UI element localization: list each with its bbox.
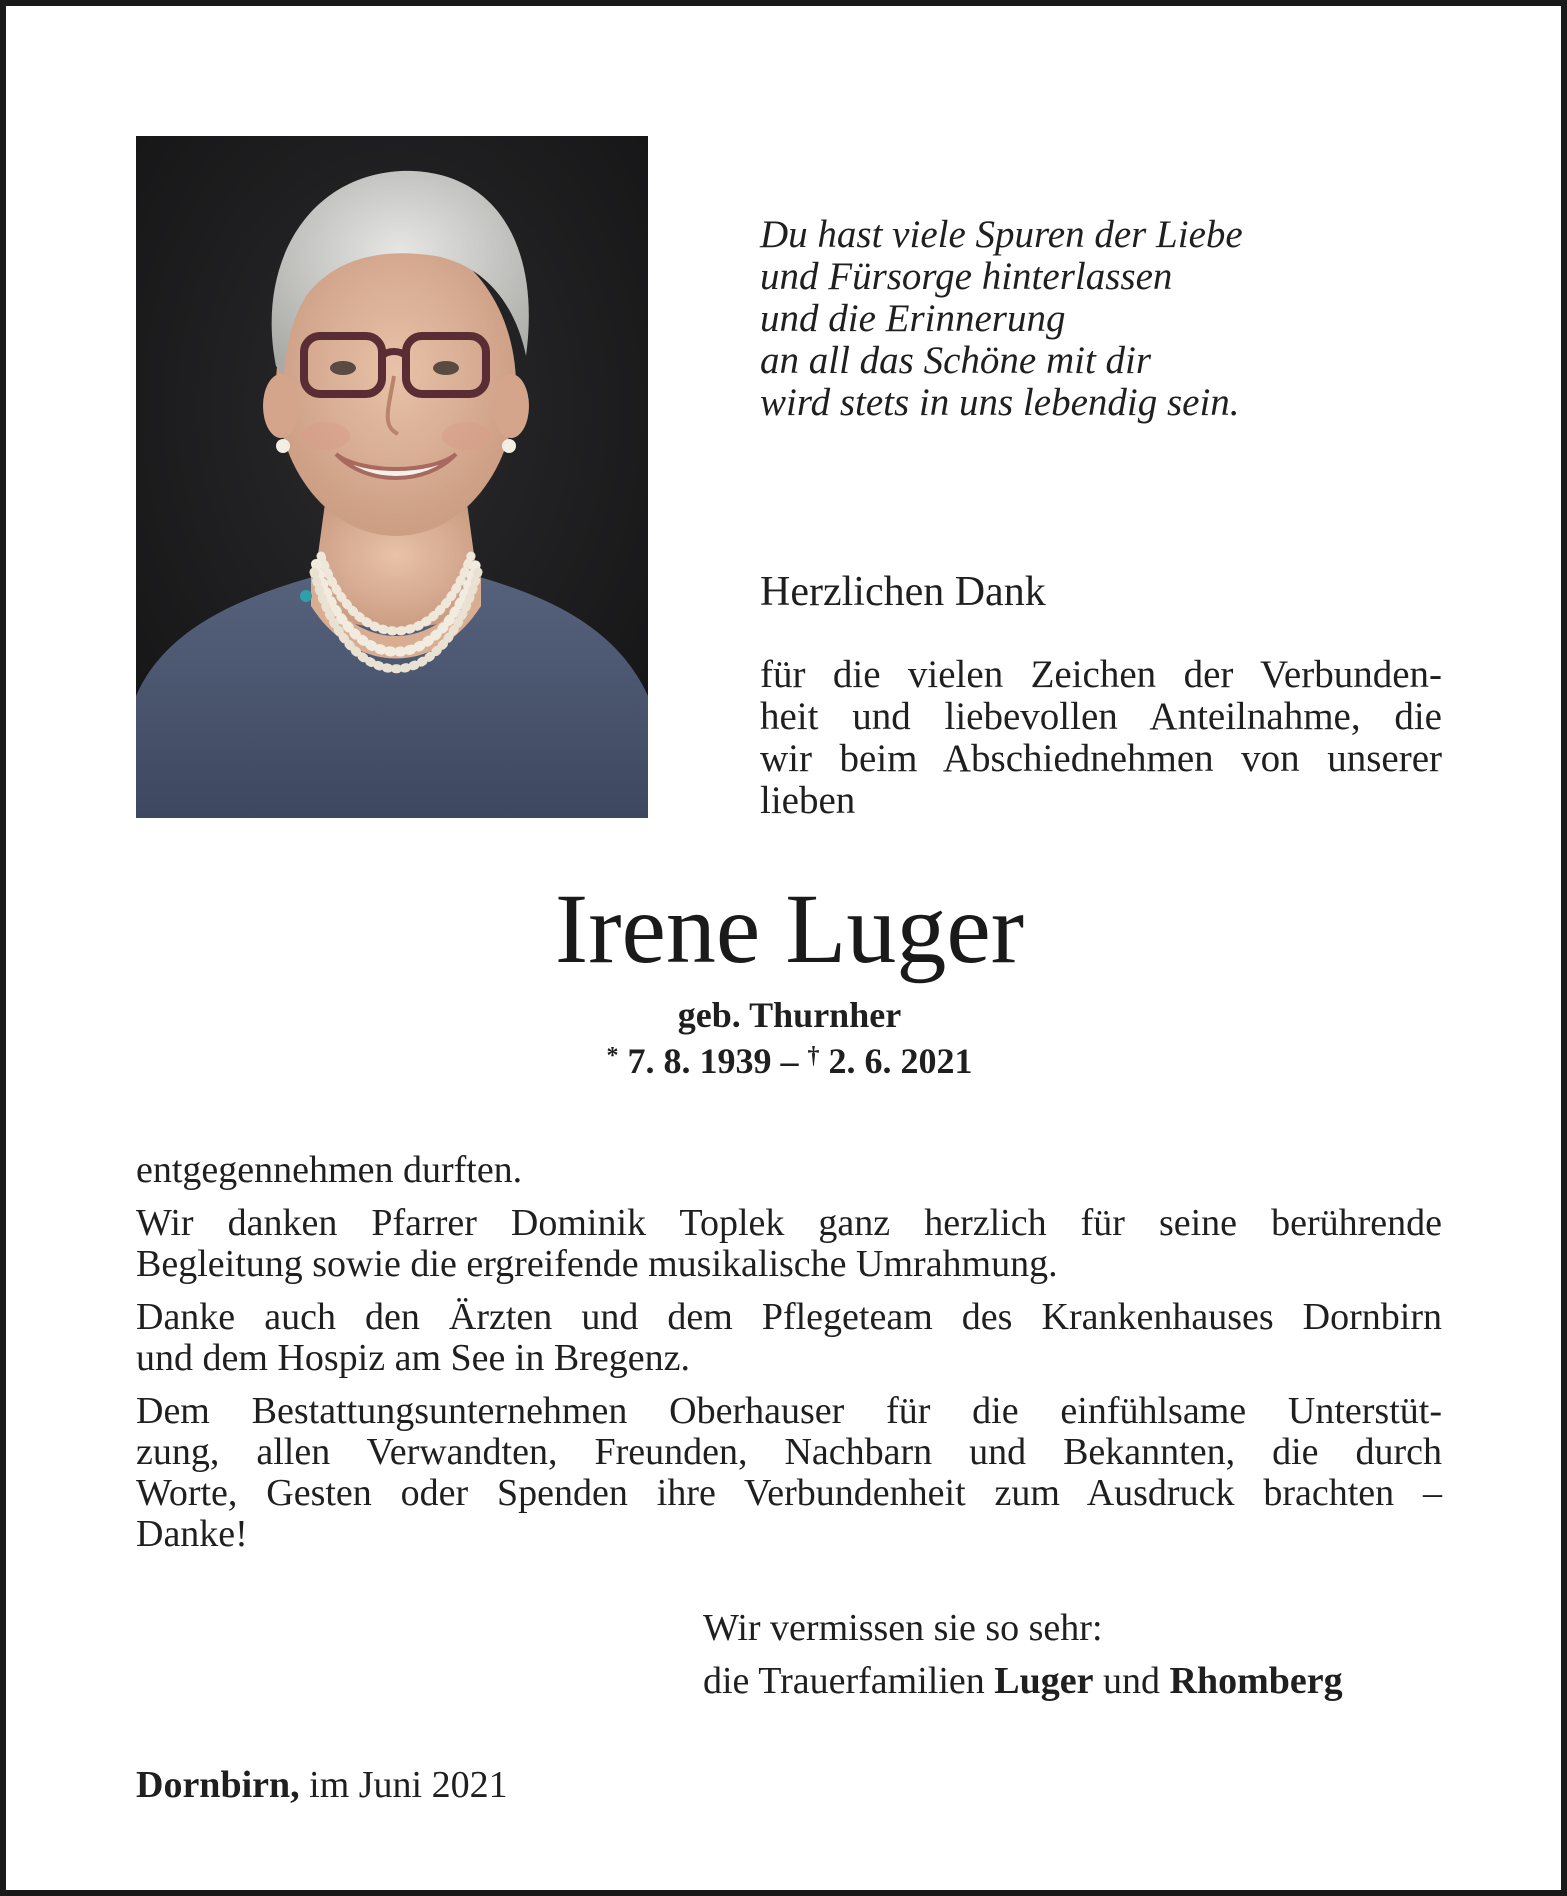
- body-line: Danke auch den Ärzten und dem Pflegeteam des Krankenhauses Dornbirn: [136, 1296, 1442, 1338]
- death-date: 2. 6. 2021: [828, 1041, 973, 1081]
- date: im Juni 2021: [309, 1764, 508, 1806]
- verse-line: an all das Schöne mit dir: [760, 339, 1152, 382]
- body-line: Danke!: [136, 1513, 248, 1555]
- body-paragraph: [136, 1391, 1442, 1555]
- signature-conjunction: und: [1103, 1660, 1160, 1702]
- verse-line: und Fürsorge hinterlassen: [760, 255, 1173, 298]
- date-separator: –: [780, 1041, 799, 1081]
- memorial-verse: [760, 214, 1480, 424]
- intro-line: für die vielen Zeichen der Verbunden-: [760, 653, 1442, 696]
- body-line: entgegennehmen durften.: [136, 1149, 523, 1191]
- place: Dornbirn,: [136, 1764, 300, 1806]
- maiden-name: geb. Thurnher: [677, 995, 902, 1035]
- verse-line: und die Erinnerung: [760, 297, 1066, 340]
- family-name-rhomberg: Rhomberg: [1169, 1660, 1343, 1702]
- body-line: Begleitung sowie die ergreifende musikalische Umrahmung.: [136, 1243, 1058, 1285]
- birth-symbol: *: [606, 1043, 619, 1069]
- thanks-intro: [760, 654, 1442, 822]
- intro-line: lieben: [760, 779, 856, 822]
- verse-line: Du hast viele Spuren der Liebe: [760, 213, 1243, 256]
- death-symbol: †: [807, 1043, 820, 1069]
- body-line: zung, allen Verwandten, Freunden, Nachbarn und Bekannten, die durch: [136, 1431, 1442, 1473]
- place-and-date: [136, 1762, 508, 1808]
- thanks-body: [136, 1150, 1442, 1567]
- deceased-name: Irene Luger: [554, 873, 1025, 984]
- verse-line: wird stets in uns lebendig sein.: [760, 381, 1240, 424]
- body-line: Wir danken Pfarrer Dominik Toplek ganz herzlich für seine berührende: [136, 1202, 1442, 1244]
- signature-prefix: die Trauerfamilien: [703, 1660, 985, 1702]
- body-line: Worte, Gesten oder Spenden ihre Verbundenheit zum Ausdruck brachten –: [136, 1472, 1442, 1514]
- body-line: Dem Bestattungsunternehmen Oberhauser für die einfühlsame Unterstüt-: [136, 1390, 1442, 1432]
- birth-date: 7. 8. 1939: [627, 1041, 772, 1081]
- body-paragraph: [136, 1150, 1442, 1191]
- life-dates: [6, 1038, 1567, 1084]
- signature-families: [703, 1655, 1343, 1708]
- thanks-heading: Herzlichen Dank: [760, 569, 1046, 615]
- signature-line: Wir vermissen sie so sehr:: [703, 1607, 1103, 1649]
- body-paragraph: [136, 1297, 1442, 1379]
- family-signature: [703, 1602, 1343, 1708]
- family-name-luger: Luger: [994, 1660, 1094, 1702]
- portrait-photo: [136, 136, 648, 818]
- intro-line: wir beim Abschiednehmen von unserer: [760, 737, 1442, 780]
- body-line: und dem Hospiz am See in Bregenz.: [136, 1337, 691, 1379]
- intro-line: heit und liebevollen Anteilnahme, die: [760, 695, 1442, 738]
- body-paragraph: [136, 1203, 1442, 1285]
